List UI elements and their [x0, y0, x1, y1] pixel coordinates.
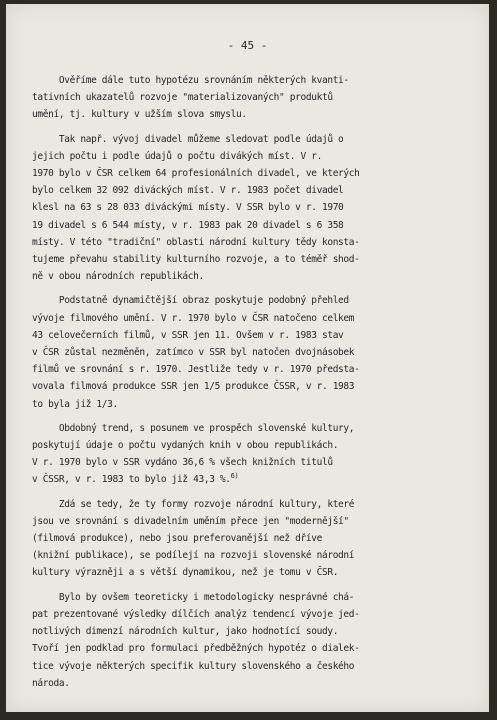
text-line: jejich počtu i podle údajů o počtu divákých míst. V r.: [32, 150, 322, 162]
text-line: 1970 bylo v ČSR celkem 64 profesionálních divadel, ve kterých: [32, 168, 360, 180]
paragraph-1: [32, 72, 472, 124]
text-line: Tvoří jen podklad pro formulaci předběžných hypotéz o dialek-: [32, 643, 360, 655]
text-line: Bylo by ovšem teoreticky i metodologicky nesprávné chá-: [32, 591, 355, 603]
text-line: 19 divadel s 6 544 místy, v r. 1983 pak 20 divadel s 6 358: [32, 219, 344, 231]
paragraph-5: [32, 496, 472, 582]
text-line: Podstatně dynamičtější obraz poskytuje podobný přehled: [32, 295, 349, 307]
page-number: - 45 -: [227, 39, 268, 52]
body-text: [32, 72, 472, 699]
document-page: [6, 4, 489, 712]
text-line: filmů ve srovnání s r. 1970. Jestliže tedy v r. 1970 předsta-: [32, 364, 360, 376]
text-line: vývoje filmového umění. V r. 1970 bylo v ČSR natočeno celkem: [32, 312, 355, 324]
paragraph-2: [32, 131, 472, 286]
text-line: vovala filmová produkce SSR jen 1/5 produkce ČSSR, v r. 1983: [32, 381, 355, 393]
text-line: Obdobný trend, s posunem ve prospěch slovenské kultury,: [32, 422, 355, 434]
paragraph-6: [32, 589, 472, 692]
text-line: místy. V této "tradiční" oblasti národní kultury tědy konsta-: [32, 236, 360, 248]
text-line: v ČSR zůstal nezměněn, zatímco v SSR byl natočen dvojnásobek: [32, 347, 355, 359]
footnote-marker: 6): [230, 472, 239, 481]
text-line: bylo celkem 32 092 diváckých míst. V r. 1983 počet divadel: [32, 185, 344, 197]
text-line: umění, tj. kultury v užším slova smyslu.: [32, 109, 247, 121]
text-line: 43 celovečerních filmů, v SSR jen 11. Ovšem v r. 1983 stav: [32, 329, 344, 341]
text-line: Tak např. vývoj divadel můžeme sledovat podle údajů o: [32, 133, 344, 145]
text-line: notlivých dimenzí národních kultur, jako hodnotící soudy.: [32, 626, 339, 638]
text-line: (knižní publikace), se podílejí na rozvoji slovenské národní: [32, 550, 355, 562]
text-line: to byla již 1/3.: [32, 398, 118, 410]
text-line: (filmová produkce), nebo jsou preferovanější než dříve: [32, 533, 322, 545]
text-line: tujeme převahu stability kulturního rozvoje, a to téměř shod-: [32, 254, 360, 266]
text-line: V r. 1970 bylo v SSR vydáno 36,6 % všech knižních titulů: [32, 457, 333, 469]
text-line: ně v obou národních republikách.: [32, 271, 204, 283]
text-line: jsou ve srovnání s divadelním uměním přece jen "modernější": [32, 515, 349, 527]
paragraph-3: [32, 292, 472, 412]
text-line: v ČSSR, v r. 1983 to bylo již 43,3 %.: [32, 474, 231, 486]
text-line: Ověříme dále tuto hypotézu srovnáním některých kvanti-: [32, 75, 349, 86]
text-line: tice vývoje některých specifik kultury slovenského a českého: [32, 660, 355, 672]
text-line: pat prezentované výsledky dílčích analýz tendencí vývoje jed-: [32, 608, 360, 620]
text-line: kultury výrazněji a s větší dynamikou, než je tomu v ČSR.: [32, 567, 339, 579]
text-line: Zdá se tedy, že ty formy rozvoje národní kultury, které: [32, 498, 355, 510]
paragraph-4: [32, 420, 472, 489]
text-line-with-footnote: [32, 471, 472, 488]
text-line: poskytují údaje o počtu vydaných knih v obou republikách.: [32, 440, 339, 452]
text-line: tativních ukazatelů rozvoje "materializovaných" produktů: [32, 92, 333, 104]
text-line: klesl na 63 s 28 033 diváckými místy. V SSR bylo v r. 1970: [32, 202, 344, 214]
text-line: národa.: [32, 677, 70, 689]
